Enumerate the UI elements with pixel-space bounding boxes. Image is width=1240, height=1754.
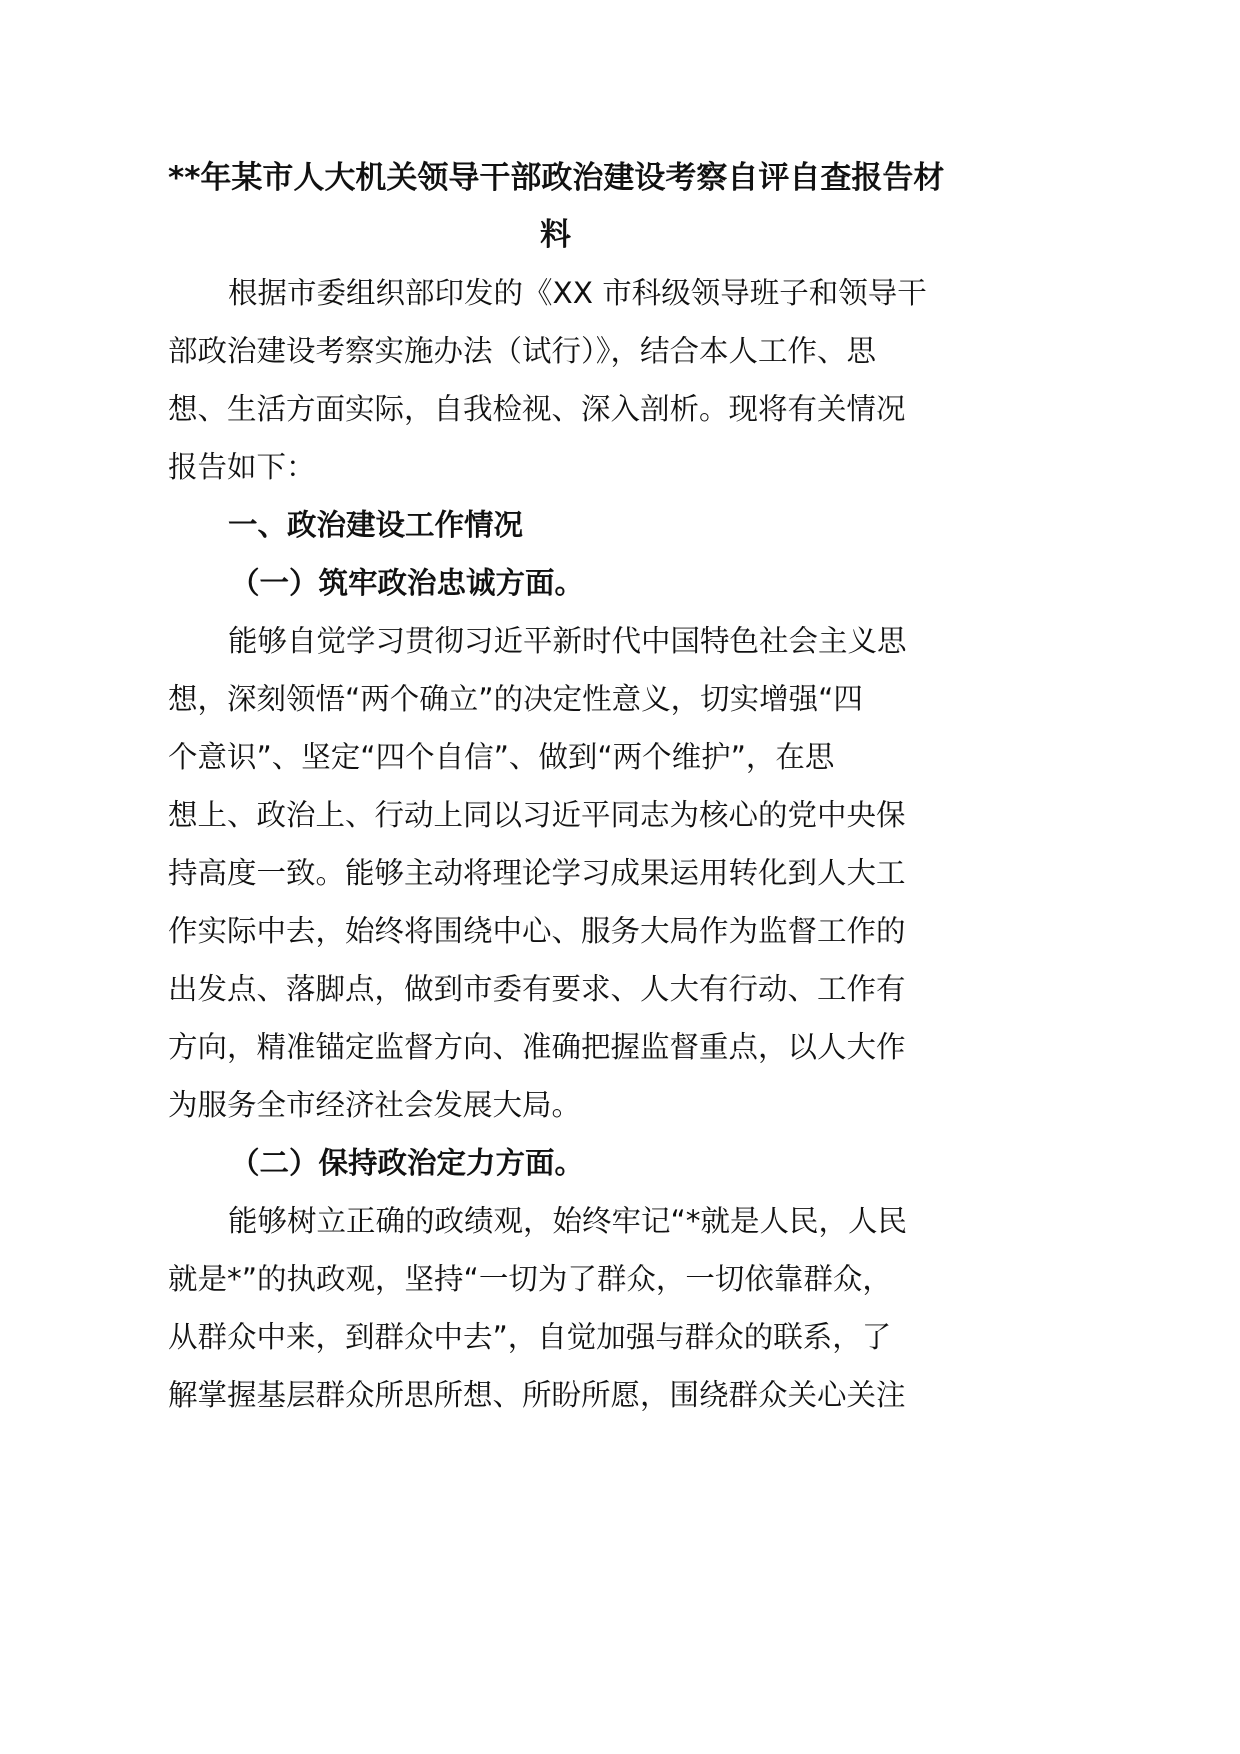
- subsection-heading: （一）筑牢政治忠诚方面。: [230, 566, 585, 600]
- document-page: [168, 150, 943, 1424]
- text-line: 出发点、落脚点，做到市委有要求、人大有行动、工作有: [168, 972, 906, 1006]
- subsection-heading: （二）保持政治定力方面。: [230, 1146, 585, 1180]
- text-line: 作实际中去，始终将围绕中心、服务大局作为监督工作的: [168, 914, 906, 948]
- text-line: 方向，精准锚定监督方向、准确把握监督重点，以人大作: [168, 1030, 906, 1064]
- text-line: 想、生活方面实际，自我检视、深入剖析。现将有关情况: [168, 392, 906, 426]
- text-line: 持高度一致。能够主动将理论学习成果运用转化到人大工: [168, 856, 906, 890]
- text-line: 想，深刻领悟“两个确立”的决定性意义，切实增强“四: [168, 682, 863, 716]
- text-line: 从群众中来，到群众中去”，自觉加强与群众的联系，了: [168, 1320, 892, 1354]
- text-line: 解掌握基层群众所思所想、所盼所愿，围绕群众关心关注: [168, 1378, 906, 1412]
- text-line: 报告如下：: [168, 450, 316, 484]
- text-line: 为服务全市经济社会发展大局。: [168, 1088, 582, 1122]
- document-title: [168, 150, 943, 264]
- text-line: 根据市委组织部印发的《XX 市科级领导班子和领导干: [228, 276, 927, 310]
- text-line: 个意识”、坚定“四个自信”、做到“两个维护”，在思: [168, 740, 835, 774]
- text-line: 部政治建设考察实施办法（试行）》，结合本人工作、思: [168, 334, 877, 368]
- subsection-2-paragraph: [168, 1192, 943, 1424]
- text-line: 就是*”的执政观，坚持“一切为了群众，一切依靠群众，: [168, 1262, 892, 1296]
- intro-paragraph: [168, 264, 943, 496]
- title-line: **年某市人大机关领导干部政治建设考察自评自查报告材: [168, 160, 945, 196]
- subsection-1-paragraph: [168, 612, 943, 1134]
- text-line: 想上、政治上、行动上同以习近平同志为核心的党中央保: [168, 798, 906, 832]
- section-heading: 一、政治建设工作情况: [228, 508, 524, 542]
- text-line: 能够树立正确的政绩观，始终牢记“*就是人民，人民: [228, 1204, 908, 1238]
- title-line: 料: [540, 217, 571, 253]
- text-line: 能够自觉学习贯彻习近平新时代中国特色社会主义思: [228, 624, 907, 658]
